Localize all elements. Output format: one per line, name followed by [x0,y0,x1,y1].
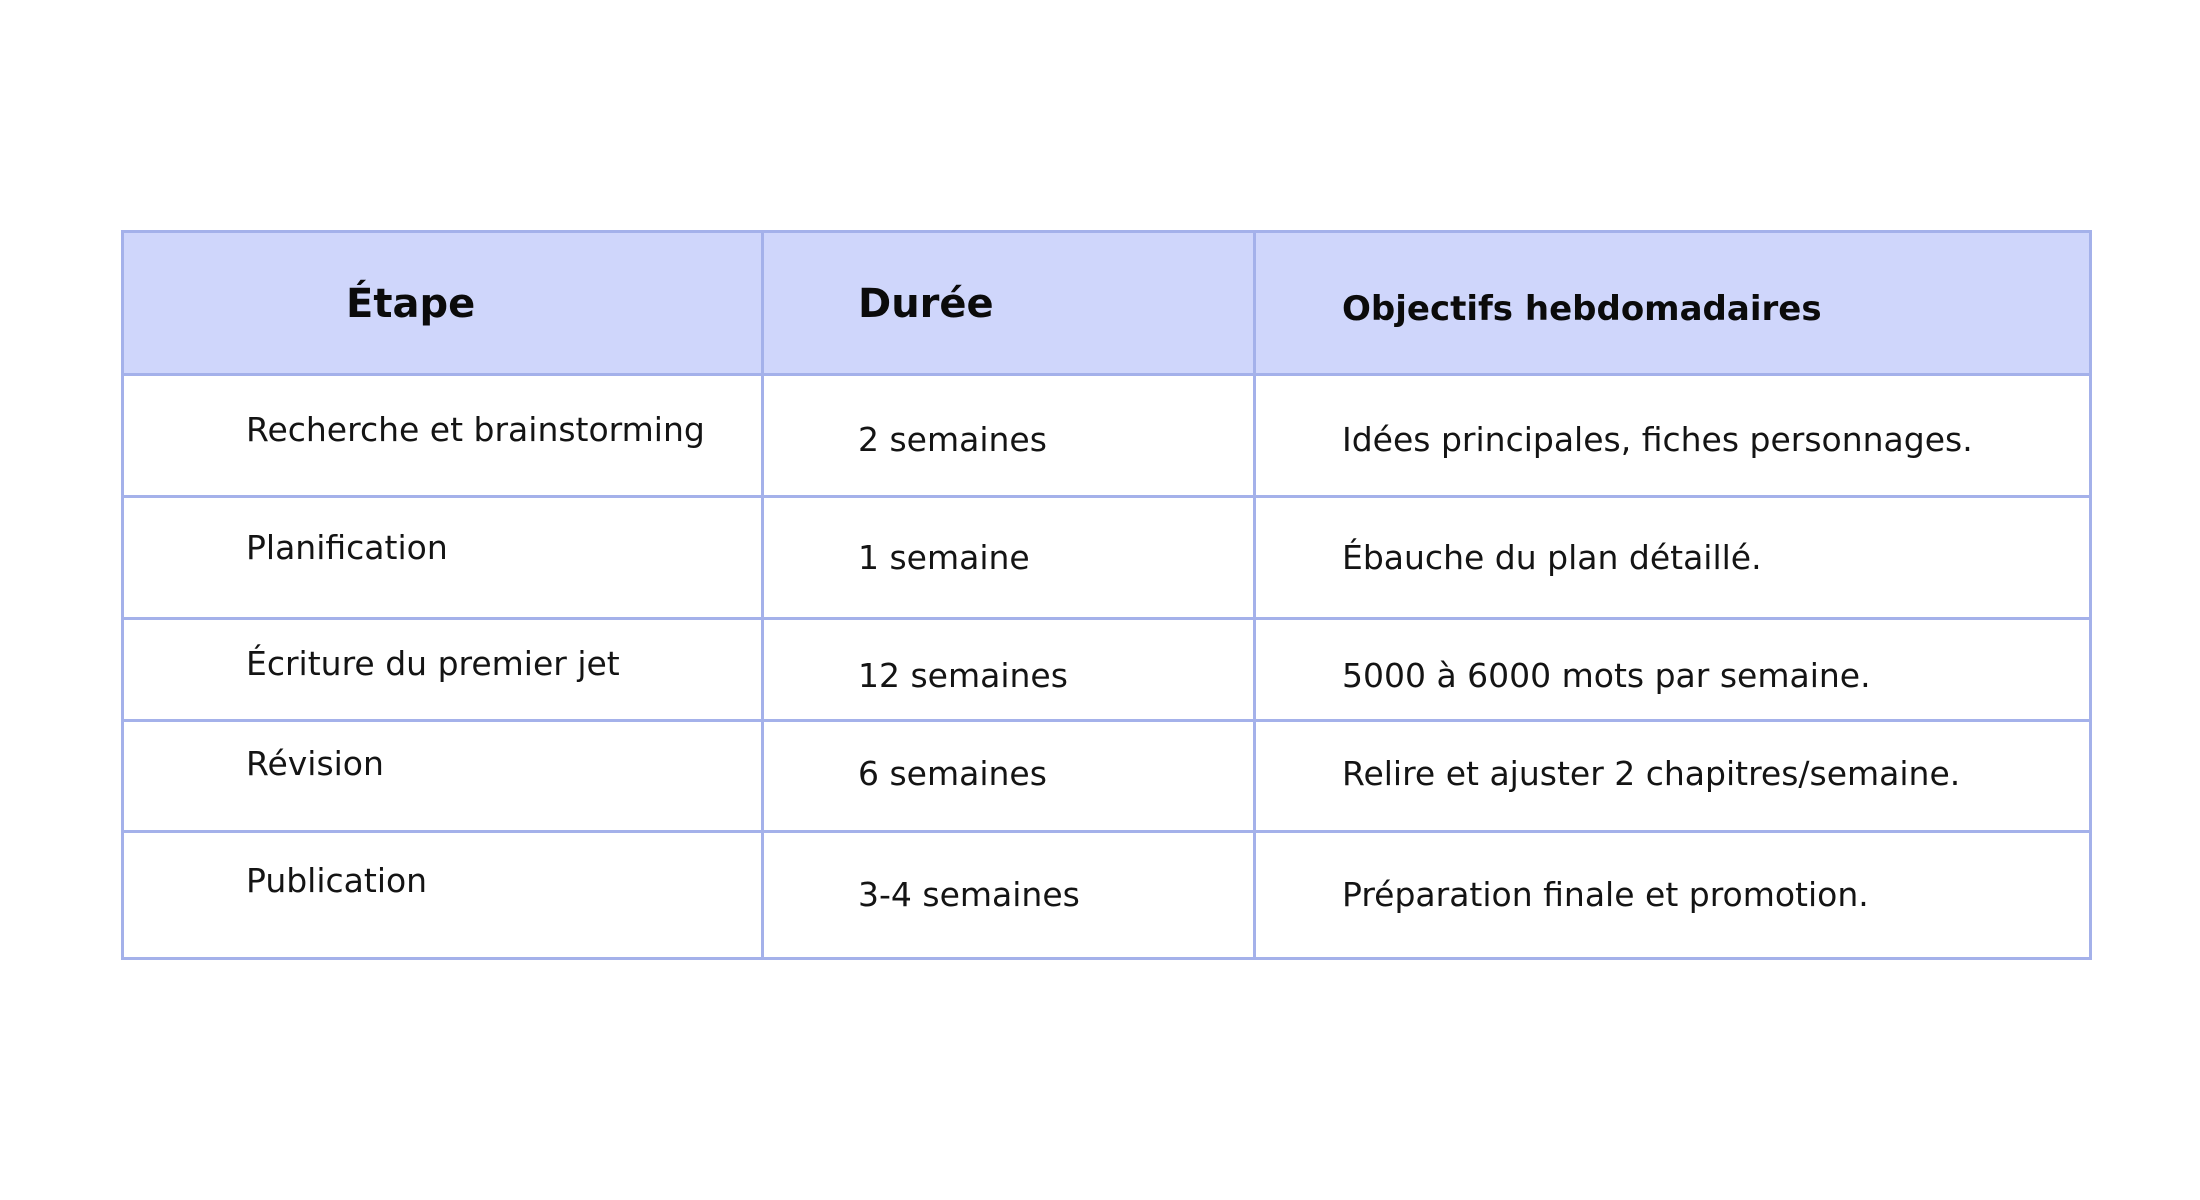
table-row [123,619,2091,721]
cell-objectifs-text: Ébauche du plan détaillé. [1342,538,1762,577]
cell-etape-text: Recherche et brainstorming [246,410,705,449]
table-body [123,375,2091,959]
cell-objectifs [1255,721,2091,832]
cell-duree [763,497,1255,619]
cell-duree [763,721,1255,832]
cell-duree-text: 6 semaines [858,754,1047,793]
header-cell-duree [763,232,1255,375]
cell-duree [763,375,1255,497]
cell-objectifs [1255,619,2091,721]
cell-etape [123,497,763,619]
header-cell-etape [123,232,763,375]
cell-etape [123,832,763,959]
cell-duree-text: 3-4 semaines [858,875,1080,914]
cell-duree [763,832,1255,959]
cell-duree-text: 12 semaines [858,656,1068,695]
cell-etape-text: Écriture du premier jet [246,644,620,683]
table-row [123,497,2091,619]
cell-etape [123,375,763,497]
cell-objectifs [1255,832,2091,959]
cell-etape-text: Révision [246,744,384,783]
cell-objectifs [1255,375,2091,497]
cell-objectifs-text: 5000 à 6000 mots par semaine. [1342,656,1871,695]
table-row [123,721,2091,832]
header-cell-objectifs [1255,232,2091,375]
table-row [123,375,2091,497]
table-row [123,832,2091,959]
cell-objectifs-text: Préparation finale et promotion. [1342,875,1869,914]
cell-etape [123,721,763,832]
cell-objectifs-text: Idées principales, fiches personnages. [1342,420,1973,459]
cell-objectifs-text: Relire et ajuster 2 chapitres/semaine. [1342,754,1961,793]
table-header [123,232,2091,375]
cell-duree-text: 1 semaine [858,538,1030,577]
cell-etape-text: Planification [246,528,448,567]
header-label-objectifs: Objectifs hebdomadaires [1342,289,1822,329]
header-label-duree: Durée [858,281,994,327]
header-label-etape: Étape [346,281,476,327]
header-row [123,232,2091,375]
cell-objectifs [1255,497,2091,619]
schedule-table [121,230,2092,960]
cell-etape [123,619,763,721]
cell-duree [763,619,1255,721]
cell-etape-text: Publication [246,861,428,900]
cell-duree-text: 2 semaines [858,420,1047,459]
